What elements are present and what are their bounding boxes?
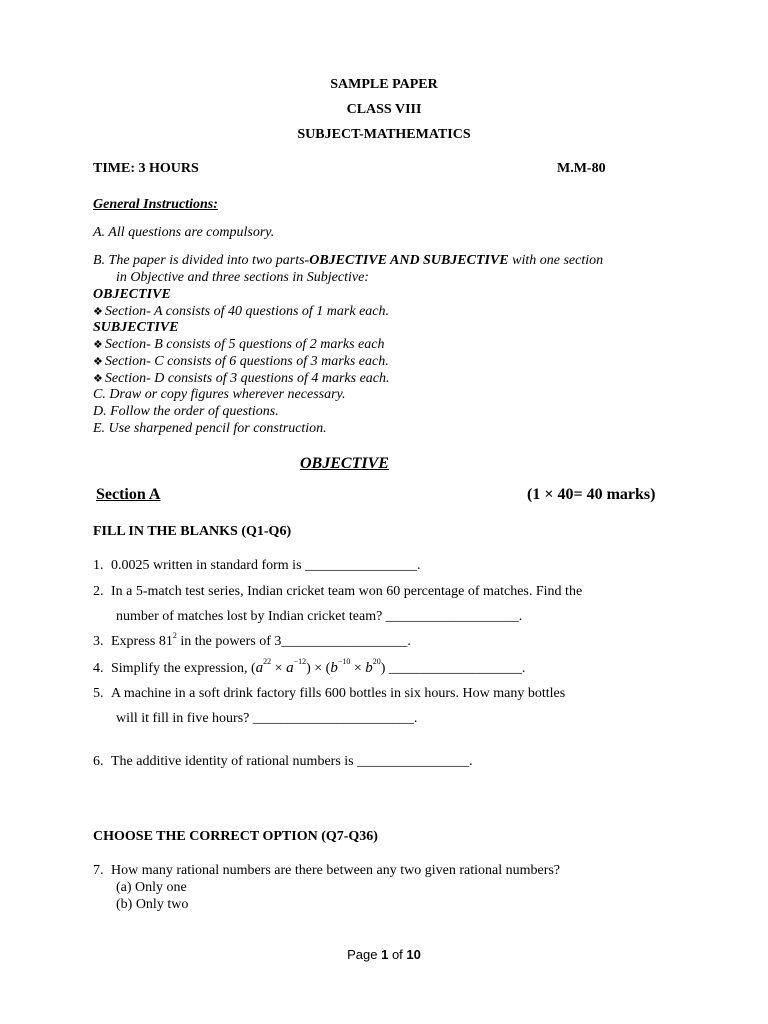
- question-text-end: in the powers of 3__________________.: [176, 634, 411, 649]
- exponent: −12: [293, 657, 307, 666]
- question-text: How many rational numbers are there between any two given rational numbers?: [111, 863, 561, 878]
- question-5-line2: will it fill in five hours? _______________________.: [116, 711, 418, 726]
- question-text-end: ) ___________________.: [380, 661, 526, 676]
- question-number: 4.: [93, 661, 104, 676]
- paper-title: SAMPLE PAPER: [330, 77, 438, 92]
- question-number: 6.: [93, 754, 104, 769]
- variable-b: b: [365, 660, 373, 676]
- diamond-bullet-icon: ❖: [93, 356, 103, 368]
- section-d-text: Section- D consists of 3 questions of 4 marks each.: [104, 371, 390, 386]
- instructions-heading: General Instructions:: [93, 197, 218, 212]
- page-number: 1: [381, 947, 389, 962]
- page-word: Page: [347, 947, 378, 962]
- times-symbol: ×: [271, 661, 287, 676]
- question-text: In a 5-match test series, Indian cricket team won 60 percentage of matches. Find the: [111, 584, 583, 599]
- question-text: Express 81: [111, 634, 173, 649]
- question-text: A machine in a soft drink factory fills 600 bottles in six hours. How many bottles: [111, 686, 566, 701]
- question-number: 3.: [93, 634, 104, 649]
- subject-label: SUBJECT-MATHEMATICS: [297, 127, 471, 142]
- time-label: TIME: 3 HOURS: [93, 161, 199, 176]
- times-symbol: ) × (: [306, 661, 331, 676]
- max-marks-label: M.M-80: [557, 161, 606, 176]
- instruction-b-line2: in Objective and three sections in Subjective:: [116, 270, 369, 285]
- instruction-e: E. Use sharpened pencil for construction.: [93, 421, 327, 436]
- section-a-instruction: [93, 304, 389, 320]
- instruction-d: D. Follow the order of questions.: [93, 404, 279, 419]
- diamond-bullet-icon: ❖: [93, 306, 103, 318]
- instruction-b-bold: OBJECTIVE AND SUBJECTIVE: [309, 253, 509, 268]
- diamond-bullet-icon: ❖: [93, 373, 103, 385]
- question-2: [93, 584, 582, 600]
- variable-b: b: [330, 660, 338, 676]
- exponent: −10: [337, 657, 351, 666]
- question-5: [93, 686, 565, 702]
- section-b-instruction: [93, 337, 384, 353]
- question-6: [93, 754, 473, 770]
- exponent: 20: [372, 657, 381, 666]
- choose-option-heading: CHOOSE THE CORRECT OPTION (Q7-Q36): [93, 829, 378, 844]
- question-number: 5.: [93, 686, 104, 701]
- instruction-b-suffix: with one section: [508, 253, 604, 268]
- class-label: CLASS VIII: [346, 102, 422, 117]
- exponent: 2: [172, 631, 177, 640]
- option-a: (a) Only one: [116, 880, 187, 895]
- objective-heading: OBJECTIVE: [300, 455, 389, 472]
- times-symbol: ×: [350, 661, 366, 676]
- question-3: [93, 631, 411, 650]
- of-word: of: [391, 947, 403, 962]
- question-text: The additive identity of rational numbers is ________________.: [111, 754, 473, 769]
- section-b-text: Section- B consists of 5 questions of 2 marks each: [104, 337, 385, 352]
- total-pages: 10: [406, 947, 421, 962]
- instruction-a: A. All questions are compulsory.: [93, 225, 275, 240]
- exponent: 22: [263, 657, 272, 666]
- question-number: 1.: [93, 558, 104, 573]
- question-1: [93, 558, 421, 574]
- question-7: [93, 863, 560, 879]
- diamond-bullet-icon: ❖: [93, 339, 103, 351]
- variable-a: a: [286, 660, 294, 676]
- section-d-instruction: [93, 371, 390, 387]
- page-footer: [0, 947, 768, 962]
- objective-label: OBJECTIVE: [93, 287, 171, 302]
- section-a-title: Section A: [96, 486, 161, 503]
- option-b: (b) Only two: [116, 897, 189, 912]
- instruction-b: [93, 253, 603, 269]
- section-a-text: Section- A consists of 40 questions of 1 mark each.: [104, 304, 389, 319]
- question-4: [93, 657, 526, 677]
- question-2-line2: number of matches lost by Indian cricket team? ___________________.: [116, 609, 523, 624]
- subjective-label: SUBJECTIVE: [93, 320, 179, 335]
- question-number: 7.: [93, 863, 104, 878]
- question-text: Simplify the expression, (: [111, 661, 256, 676]
- question-number: 2.: [93, 584, 104, 599]
- section-a-marks: (1 × 40= 40 marks): [527, 486, 656, 503]
- section-c-instruction: [93, 354, 389, 370]
- variable-a: a: [255, 660, 264, 676]
- instruction-c: C. Draw or copy figures wherever necessary.: [93, 387, 346, 402]
- instruction-b-prefix: B. The paper is divided into two parts-: [93, 253, 310, 268]
- section-c-text: Section- C consists of 6 questions of 3 marks each.: [104, 354, 389, 369]
- fill-blanks-heading: FILL IN THE BLANKS (Q1-Q6): [93, 524, 292, 539]
- question-text: 0.0025 written in standard form is ________________.: [111, 558, 421, 573]
